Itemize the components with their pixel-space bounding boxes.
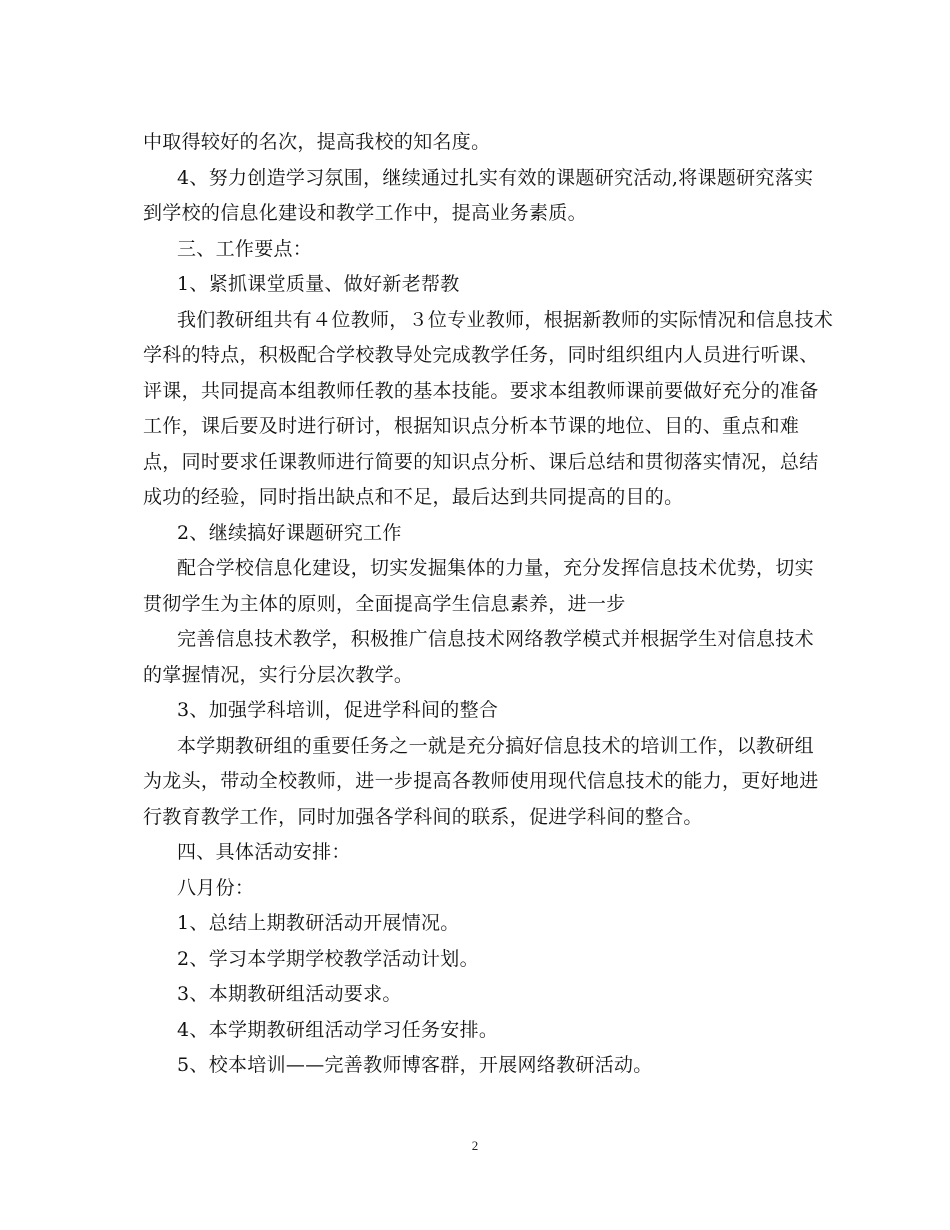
text-line: 工作，课后要及时进行研讨，根据知识点分析本节课的地位、目的、重点和难: [143, 415, 800, 437]
document-body: [143, 125, 834, 1084]
text-line: 行教育教学工作，同时加强各学科间的联系，促进学科间的整合。: [143, 805, 703, 828]
text-line: 本学期教研组的重要任务之一就是充分搞好信息技术的培训工作，以教研组: [177, 734, 814, 757]
page-number: 2: [471, 1138, 479, 1153]
text-line: 四、具体活动安排：: [177, 841, 351, 863]
text-line: 三、工作要点：: [177, 237, 313, 260]
text-line: 点，同时要求任课教师进行简要的知识点分析、课后总结和贯彻落实情况，总结: [143, 450, 819, 473]
text-line: 为龙头，带动全校教师，进一步提高各教师使用现代信息技术的能力，更好地进: [143, 770, 819, 792]
text-line: 贯彻学生为主体的原则，全面提高学生信息素养，进一步: [143, 592, 626, 615]
text-line: 3、加强学科培训，促进学科间的整合: [177, 699, 499, 721]
text-line: 4、本学期教研组活动学习任务安排。: [177, 1018, 499, 1041]
text-line: 配合学校信息化建设，切实发掘集体的力量，充分发挥信息技术优势，切实: [177, 557, 814, 579]
text-line: 1、总结上期教研活动开展情况。: [177, 912, 460, 934]
text-line: 完善信息技术教学，积极推广信息技术网络教学模式并根据学生对信息技术: [177, 628, 814, 650]
text-line: 1、紧抓课堂质量、做好新老帮教: [177, 273, 460, 295]
text-line: 评课，共同提高本组教师任教的基本技能。要求本组教师课前要做好充分的准备: [143, 379, 819, 402]
text-line: 学科的特点，积极配合学校教导处完成教学任务，同时组织组内人员进行听课、: [143, 344, 819, 366]
text-line: 成功的经验，同时指出缺点和不足，最后达到共同提高的目的。: [143, 486, 684, 508]
text-line: 的掌握情况，实行分层次教学。: [143, 663, 414, 686]
text-line: 4、努力创造学习氛围，继续通过扎实有效的课题研究活动,将课题研究落实: [177, 166, 814, 189]
text-line: 中取得较好的名次，提高我校的知名度。: [143, 131, 491, 153]
text-line: 2、学习本学期学校教学活动计划。: [177, 947, 479, 970]
text-line: 到学校的信息化建设和教学工作中，提高业务素质。: [143, 202, 587, 224]
text-line: 2、继续搞好课题研究工作: [177, 521, 402, 544]
text-line: 5、校本培训——完善教师博客群，开展网络教研活动。: [177, 1054, 653, 1076]
text-line: 我们教研组共有４位教师，３位专业教师，根据新教师的实际情况和信息技术: [177, 308, 834, 331]
text-line: 3、本期教研组活动要求。: [177, 983, 402, 1005]
text-line: 八月份：: [177, 876, 255, 899]
